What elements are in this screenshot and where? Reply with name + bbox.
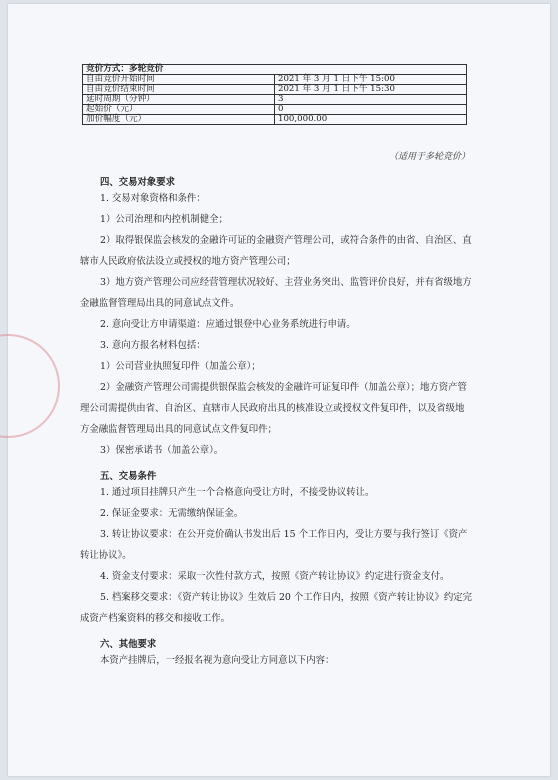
paragraph: 2）金融资产管理公司需提供银保监会核发的金融许可证复印件（加盖公章）；地方资产管理公司需提供由省、自治区、直辖市人民政府出具的核准设立或授权文件复印件，以及省级地方金融监督管理局出具的同意试点文件复印件； xyxy=(80,382,467,435)
paragraph: 2）取得银保监会核发的金融许可证的金融资产管理公司，或符合条件的由省、自治区、直辖市人民政府依法设立或授权的地方资产管理公司； xyxy=(80,235,472,267)
seal-star-icon xyxy=(0,366,2,388)
table-row: 加价幅度（元） 100,000.00 xyxy=(83,115,467,125)
document-page xyxy=(8,4,550,776)
table-row: 延时周期（分钟） 3 xyxy=(83,95,467,105)
paragraph: 1）公司营业执照复印件（加盖公章）； xyxy=(100,361,261,372)
section-heading: 六、其他要求 xyxy=(100,639,157,650)
table-row: 自由竞价开始时间 2021 年 3 月 1 日下午 15:00 xyxy=(83,75,467,85)
paragraph: 1. 交易对象资格和条件： xyxy=(100,193,206,204)
table-row: 自由竞价结束时间 2021 年 3 月 1 日下午 15:30 xyxy=(83,85,467,95)
table-note: （适用于多轮竞价） xyxy=(388,152,470,162)
paragraph: 3. 转让协议要求：在公开竞价确认书发出后 15 个工作日内，受让方要与我行签订《资产转让协议》。 xyxy=(80,529,468,561)
table-header: 竞价方式：多轮竞价 xyxy=(83,65,467,75)
paragraph: 1. 通过项目挂牌只产生一个合格意向受让方时，不接受协议转让。 xyxy=(100,487,375,498)
table-row: 起始价（元） 0 xyxy=(83,105,467,115)
paragraph: 5. 档案移交要求：《资产转让协议》生效后 20 个工作日内，按照《资产转让协议》约定完成资产档案资料的移交和接收工作。 xyxy=(80,592,472,624)
paragraph: 4. 资金支付要求：采取一次性付款方式，按照《资产转让协议》约定进行资金支付。 xyxy=(100,571,450,582)
paragraph: 3）地方资产管理公司应经营管理状况较好、主营业务突出、监管评价良好，并有省级地方金融监督管理局出具的同意试点文件。 xyxy=(80,277,472,309)
paragraph: 2. 意向受让方申请渠道：应通过银登中心业务系统进行申请。 xyxy=(100,319,356,330)
paragraph: 3）保密承诺书（加盖公章）。 xyxy=(100,445,224,456)
section-heading: 五、交易条件 xyxy=(100,471,157,482)
paragraph: 3. 意向方报名材料包括： xyxy=(100,340,206,351)
paragraph: 2. 保证金要求：无需缴纳保证金。 xyxy=(100,508,244,519)
section-heading: 四、交易对象要求 xyxy=(100,177,176,188)
bid-info-table xyxy=(82,64,467,125)
paragraph: 1）公司治理和内控机制健全； xyxy=(100,214,228,225)
red-seal-stamp xyxy=(0,334,60,438)
paragraph: 本资产挂牌后，一经报名视为意向受让方同意以下内容： xyxy=(100,655,335,666)
document-body xyxy=(80,167,472,671)
